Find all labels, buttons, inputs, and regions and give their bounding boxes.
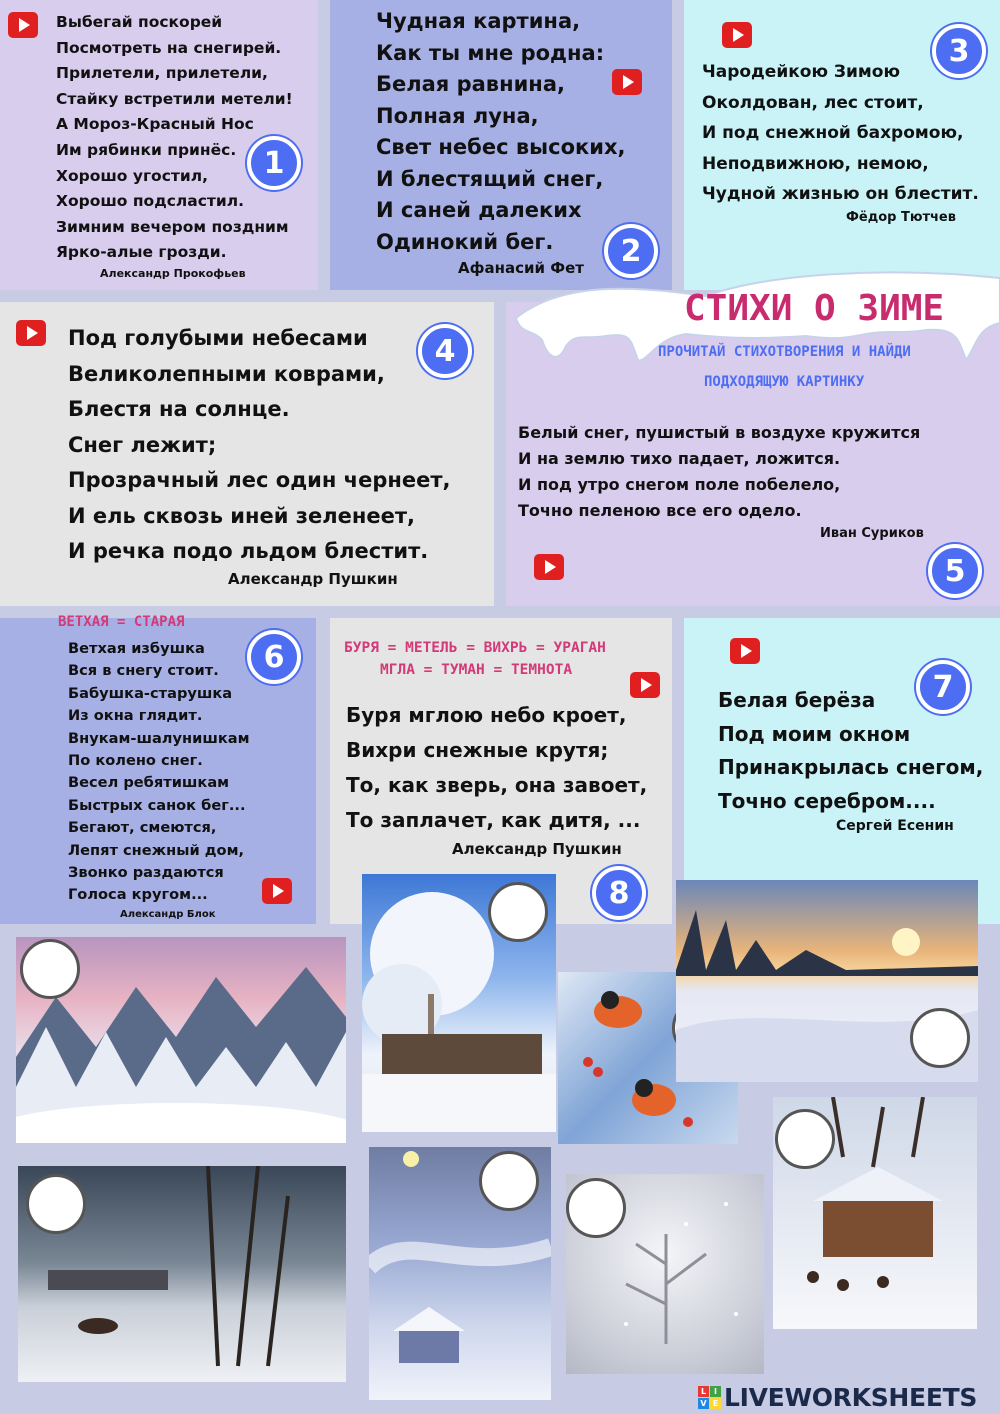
- picture-stormy-night[interactable]: [369, 1147, 551, 1400]
- poem-author: Александр Прокофьев: [100, 267, 246, 280]
- footer-brand: LIVEWORKSHEETS: [724, 1383, 978, 1412]
- poem-author: Фёдор Тютчев: [846, 210, 956, 225]
- picture-snowfall-tree[interactable]: [566, 1174, 764, 1374]
- play-icon[interactable]: [722, 22, 752, 48]
- poem-card-1: [0, 0, 318, 290]
- poem-card-7: [684, 618, 1000, 924]
- poem-author: Сергей Есенин: [836, 818, 954, 834]
- poem-card-6: [0, 614, 316, 924]
- page-title: СТИХИ О ЗИМЕ: [684, 288, 945, 329]
- play-icon[interactable]: [8, 12, 38, 38]
- number-badge: 8: [592, 866, 646, 920]
- logo-letter: I: [710, 1386, 721, 1397]
- poem-text: Белая берёза Под моим окном Принакрылась снегом, Точно серебром....: [718, 688, 984, 813]
- poem-card-5: [506, 288, 1000, 606]
- poem-author: Александр Пушкин: [228, 570, 398, 588]
- number-badge: 6: [247, 630, 301, 684]
- poem-author: Александр Блок: [120, 909, 216, 920]
- answer-drop-circle[interactable]: [488, 882, 548, 942]
- play-icon[interactable]: [16, 320, 46, 346]
- poem-author: Афанасий Фет: [458, 259, 584, 277]
- number-badge: 4: [418, 324, 472, 378]
- poem-card-2: [330, 0, 672, 290]
- page-subtitle: ПРОЧИТАЙ СТИХОТВОРЕНИЯ И НАЙДИ: [658, 344, 911, 360]
- number-badge: 5: [928, 544, 982, 598]
- poem-text: Буря мглою небо кроет, Вихри снежные крутя; То, как зверь, она завоет, То заплачет, как дитя, ...: [346, 703, 648, 832]
- vocabulary-note: ВЕТХАЯ = СТАРАЯ: [58, 614, 185, 630]
- play-icon[interactable]: [730, 638, 760, 664]
- play-icon[interactable]: [262, 878, 292, 904]
- answer-drop-circle[interactable]: [775, 1109, 835, 1169]
- poem-text: Чудная картина, Как ты мне родна: Белая равнина, Полная луна, Свет небес высоких, И блестящий снег, И саней далеких Одинокий бег.: [376, 9, 626, 254]
- vocabulary-note: МГЛА = ТУМАН = ТЕМНОТА: [380, 662, 573, 678]
- poem-text: Чародейкою Зимою Околдован, лес стоит, И под снежной бахромою, Неподвижною, немою, Чудной жизнью он блестит.: [702, 62, 979, 204]
- poem-text: Белый снег, пушистый в воздухе кружится И на землю тихо падает, ложится. И под утро снегом поле побелело, Точно пеленою все его одело.: [518, 423, 921, 520]
- answer-drop-circle[interactable]: [910, 1008, 970, 1068]
- page-subtitle: ПОДХОДЯЩУЮ КАРТИНКУ: [704, 374, 865, 390]
- logo-letter: L: [698, 1386, 709, 1397]
- logo-letter: E: [710, 1398, 721, 1409]
- poem-text: Под голубыми небесами Великолепными коврами, Блестя на солнце. Снег лежит; Прозрачный лес один чернеет, И ель сквозь иней зеленеет, И речка подо льдом блестит.: [68, 326, 451, 563]
- number-badge: 3: [932, 24, 986, 78]
- poem-card-3: [684, 0, 1000, 290]
- footer-logo[interactable]: [698, 1383, 977, 1412]
- picture-moonlit-sleigh[interactable]: [18, 1166, 346, 1382]
- play-icon[interactable]: [612, 69, 642, 95]
- answer-drop-circle[interactable]: [20, 939, 80, 999]
- picture-village-children-snow[interactable]: [773, 1097, 977, 1329]
- poem-text: Выбегай поскорей Посмотреть на снегирей. Прилетели, прилетели, Стайку встретили метели! А Мороз-Красный Нос Им рябинки принёс. Хорошо угостил, Хорошо подсластил. Зимним вечером поздним Ярко-алые грозди.: [56, 13, 293, 262]
- number-badge: 1: [247, 136, 301, 190]
- picture-frosty-birch-village[interactable]: [362, 874, 556, 1132]
- vocabulary-note: БУРЯ = МЕТЕЛЬ = ВИХРЬ = УРАГАН: [344, 640, 606, 656]
- poem-text: Ветхая избушка Вся в снегу стоит. Бабушка-старушка Из окна глядит. Внукам-шалунишкам По колено снег. Весел ребятишкам Быстрых санок бег... Бегают, смеются, Лепят снежный дом, Звонко раздаются Голоса кругом...: [68, 640, 250, 904]
- number-badge: 2: [604, 224, 658, 278]
- poem-card-4: [0, 302, 494, 606]
- play-icon[interactable]: [630, 672, 660, 698]
- answer-drop-circle[interactable]: [26, 1174, 86, 1234]
- poem-author: Александр Пушкин: [452, 840, 622, 858]
- play-icon[interactable]: [534, 554, 564, 580]
- logo-letter: V: [698, 1398, 709, 1409]
- answer-drop-circle[interactable]: [566, 1178, 626, 1238]
- poem-author: Иван Суриков: [820, 526, 924, 541]
- number-badge: 7: [916, 660, 970, 714]
- answer-drop-circle[interactable]: [479, 1151, 539, 1211]
- brand-mark-icon: [698, 1386, 721, 1409]
- picture-winter-sunset-field[interactable]: [676, 880, 978, 1082]
- picture-snowy-forest-mountains[interactable]: [16, 937, 346, 1143]
